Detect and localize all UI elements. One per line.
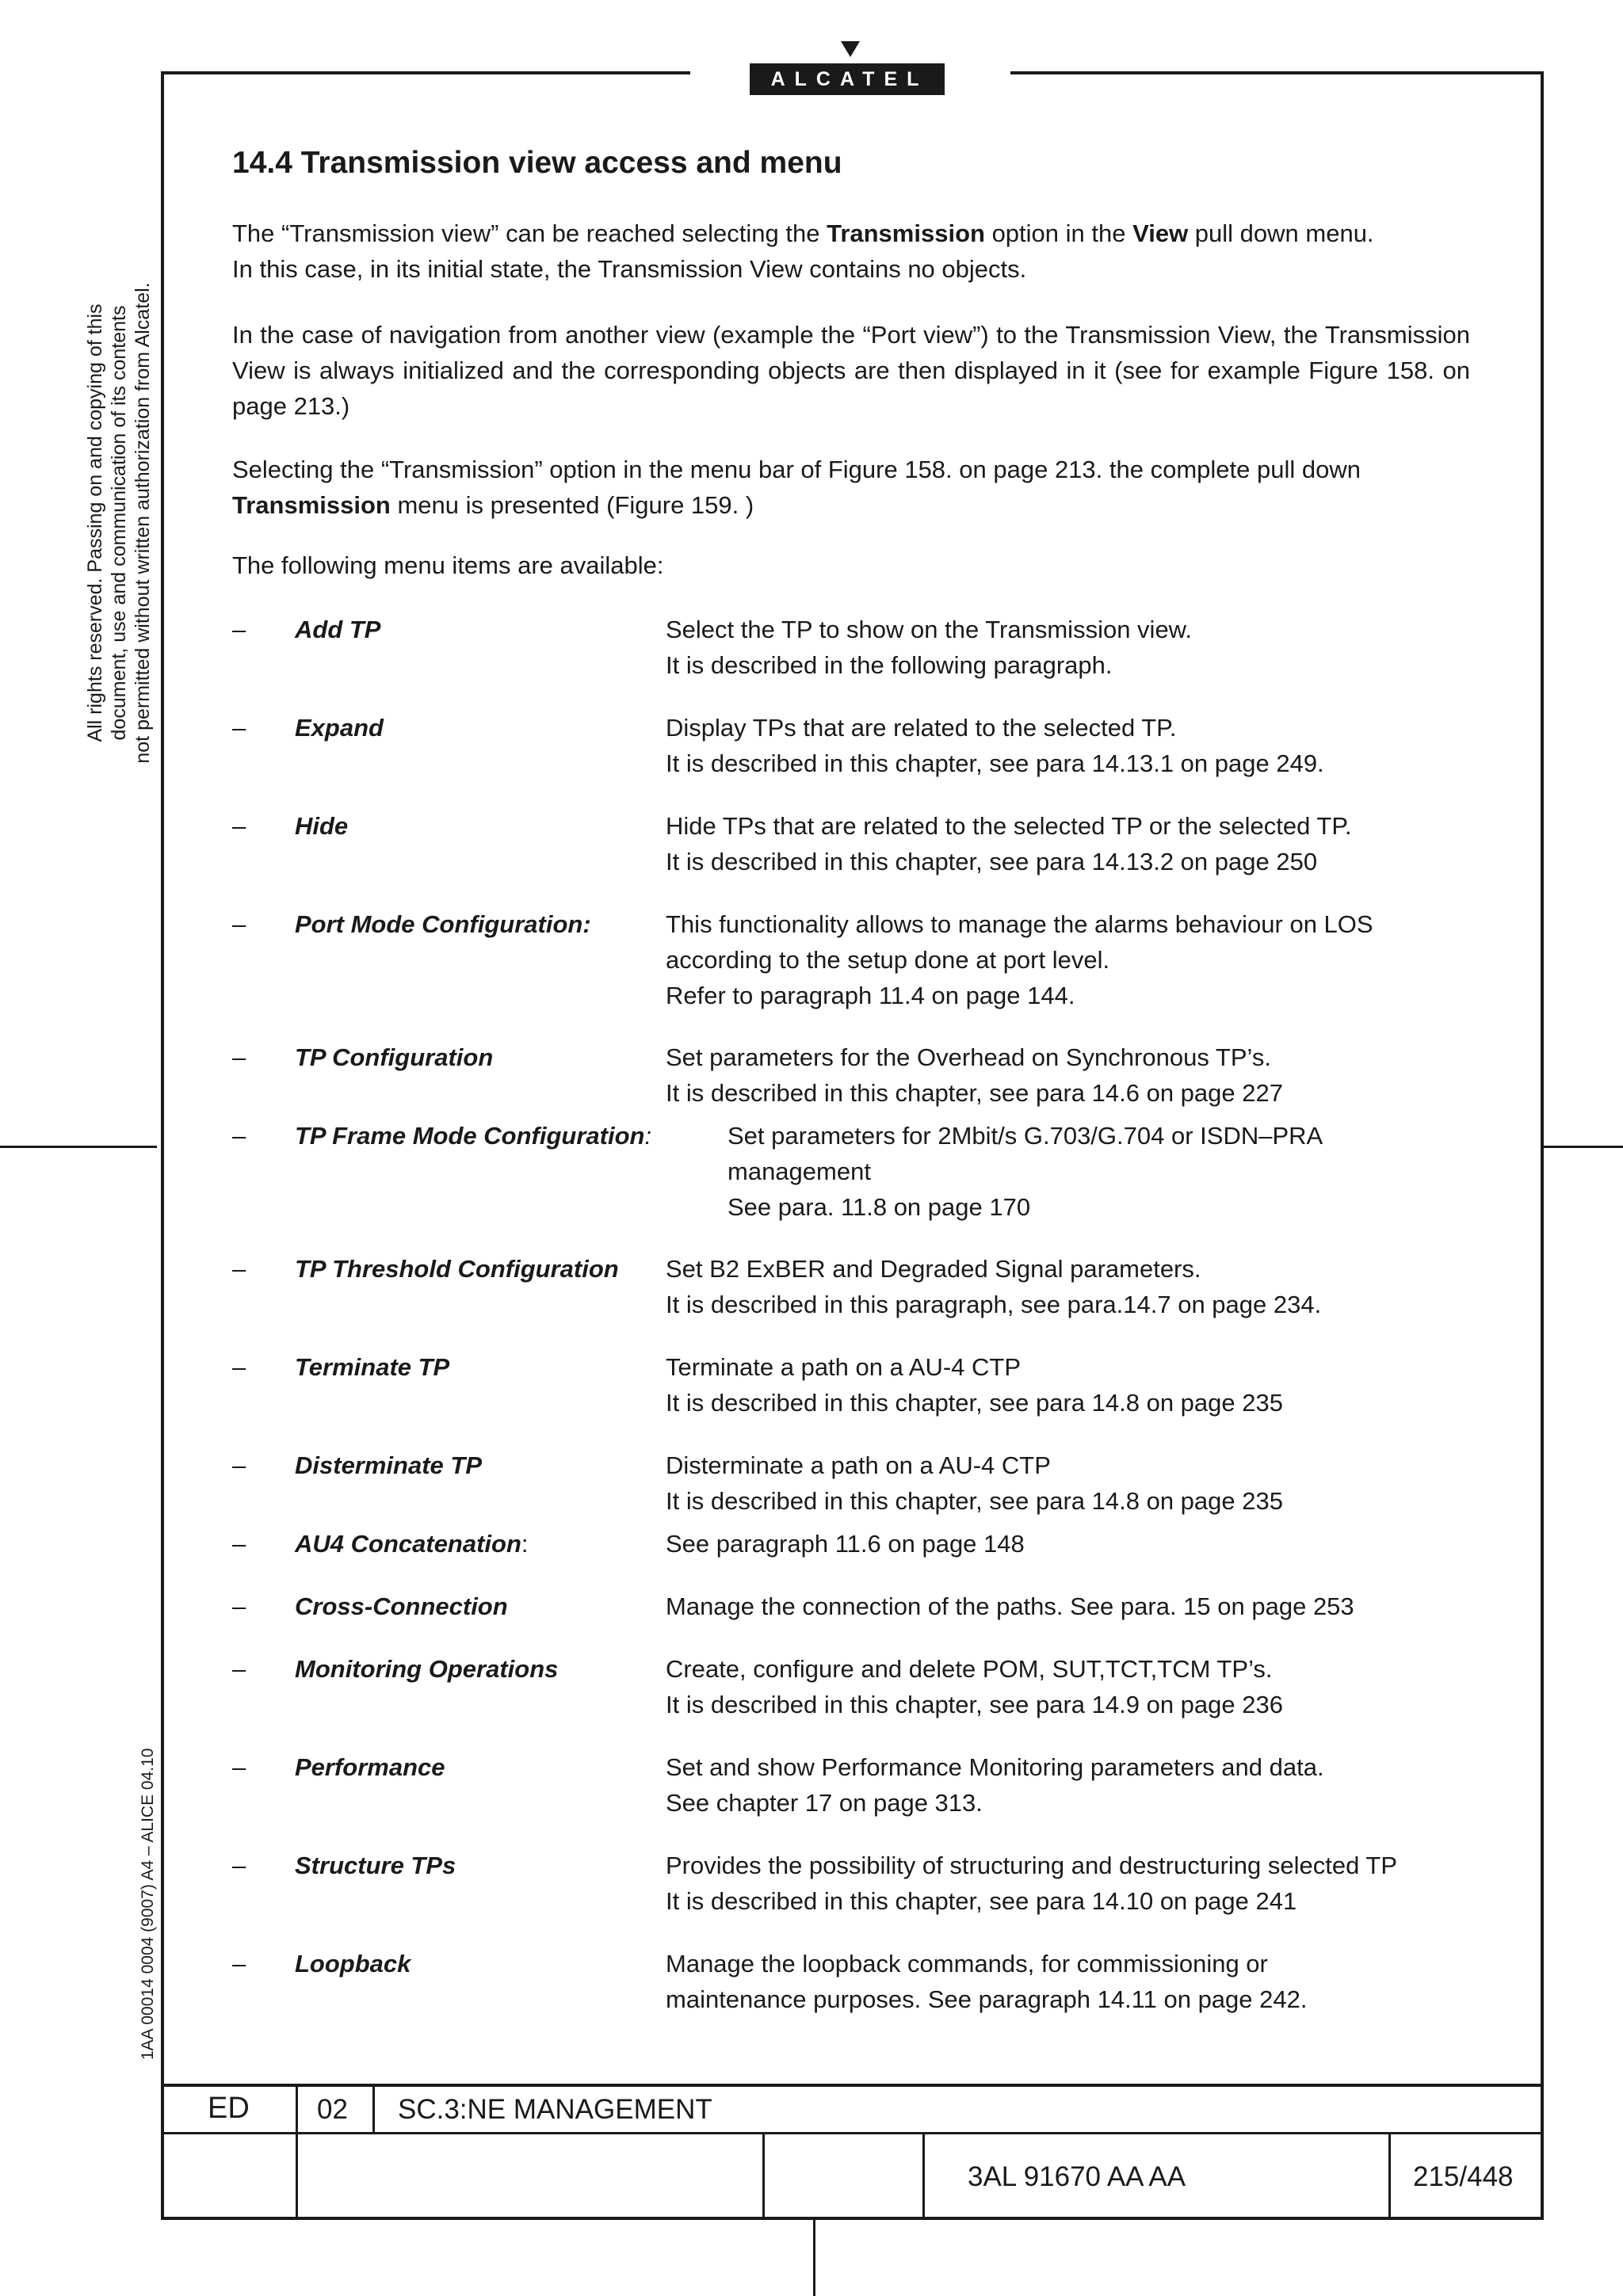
menu-item-label: TP Frame Mode Configuration: — [295, 1122, 652, 1150]
list-dash: – — [232, 1122, 246, 1150]
frame-top-left-line — [161, 71, 690, 74]
menu-item-description: Terminate a path on a AU-4 CTP It is described in this chapter, see para 14.8 on page 235 — [666, 1353, 1283, 1417]
section-title: 14.4 Transmission view access and menu — [232, 146, 842, 180]
menu-item-label: Structure TPs — [295, 1852, 456, 1879]
footer-edition: 02 — [317, 2094, 348, 2125]
menu-item-description: Set B2 ExBER and Degraded Signal parameters. It is described in this paragraph, see para.14.7 on page 234. — [666, 1255, 1322, 1318]
footer-top-line — [161, 2084, 1544, 2087]
paragraph-line: Transmission menu is presented (Figure 159. ) — [232, 491, 754, 519]
footer-doc-number: 3AL 91670 AA AA — [968, 2161, 1186, 2192]
menu-item-description: This functionality allows to manage the alarms behaviour on LOS according to the setup done at port level. Refer to paragraph 11.4 on page 144. — [666, 910, 1373, 1009]
paragraph-available: The following menu items are available: — [232, 551, 664, 579]
fold-mark-left — [0, 1146, 157, 1148]
menu-item-label: Hide — [295, 812, 349, 840]
menu-item-label: Add TP — [295, 616, 381, 643]
menu-item-description: Disterminate a path on a AU-4 CTP It is described in this chapter, see para 14.8 on page 235 — [666, 1451, 1283, 1515]
menu-item-label: AU4 Concatenation: — [295, 1530, 529, 1558]
list-dash: – — [232, 910, 246, 938]
form-code: 1AA 00014 0004 (9007) A4 – ALICE 04.10 — [139, 1748, 157, 2060]
menu-item-label: Disterminate TP — [295, 1451, 483, 1479]
list-dash: – — [232, 1655, 246, 1683]
menu-item-description: Select the TP to show on the Transmission view. It is described in the following paragraph. — [666, 616, 1192, 679]
copyright-notice — [83, 246, 155, 800]
menu-item-label: Loopback — [295, 1950, 411, 1978]
fold-mark-bottom — [813, 2218, 815, 2296]
footer-ed-label: ED — [208, 2092, 250, 2125]
list-dash: – — [232, 1950, 246, 1978]
list-dash: – — [232, 1592, 246, 1620]
list-dash: – — [232, 1255, 246, 1283]
frame-left-line — [161, 71, 164, 2220]
menu-item-description: Manage the connection of the paths. See para. 15 on page 253 — [666, 1592, 1354, 1620]
frame-top-right-line — [1010, 71, 1544, 74]
menu-item-label: Performance — [295, 1753, 445, 1781]
footer-page-number: 215/448 — [1413, 2161, 1514, 2192]
menu-item-description: Provides the possibility of structuring and destructuring selected TP It is described in this chapter, see para 14.10 on page 241 — [666, 1852, 1398, 1915]
menu-item-description: Hide TPs that are related to the selected TP or the selected TP. It is described in this chapter, see para 14.13.2 on page 250 — [666, 812, 1352, 875]
fold-mark-right — [1544, 1146, 1623, 1148]
menu-item-description: Set parameters for 2Mbit/s G.703/G.704 or ISDN–PRA management See para. 11.8 on page 170 — [727, 1122, 1323, 1221]
logo-triangle-icon — [841, 41, 860, 57]
list-dash: – — [232, 1530, 246, 1558]
menu-item-label: Port Mode Configuration: — [295, 910, 591, 938]
footer-middle-line — [161, 2132, 1544, 2134]
alcatel-logo: ALCATEL — [750, 63, 945, 95]
list-dash: – — [232, 616, 246, 643]
list-dash: – — [232, 714, 246, 742]
paragraph-selecting — [232, 452, 1470, 523]
footer-divider — [922, 2133, 925, 2218]
copyright-line: document, use and communication of its contents — [108, 305, 130, 741]
footer-title: SC.3:NE MANAGEMENT — [398, 2094, 712, 2125]
menu-item-label: Terminate TP — [295, 1353, 450, 1381]
list-dash: – — [232, 1043, 246, 1071]
menu-item-label: TP Configuration — [295, 1043, 494, 1071]
footer-divider — [296, 2084, 298, 2218]
list-dash: – — [232, 1353, 246, 1381]
menu-item-label: Expand — [295, 714, 384, 742]
menu-item-label: TP Threshold Configuration — [295, 1255, 619, 1283]
list-dash: – — [232, 1753, 246, 1781]
paragraph-line: Selecting the “Transmission” option in the menu bar of Figure 158. on page 213. the complete pull down — [232, 456, 1361, 483]
footer-divider — [1388, 2133, 1391, 2218]
list-dash: – — [232, 1852, 246, 1879]
list-dash: – — [232, 812, 246, 840]
menu-item-description: Set parameters for the Overhead on Synchronous TP’s. It is described in this chapter, see para 14.6 on page 227 — [666, 1043, 1283, 1107]
footer-divider — [372, 2084, 375, 2134]
menu-item-description: Display TPs that are related to the selected TP. It is described in this chapter, see para 14.13.1 on page 249. — [666, 714, 1324, 777]
paragraph-line: The “Transmission view” can be reached selecting the Transmission option in the View pull down menu. — [232, 219, 1374, 247]
paragraph-navigation: In the case of navigation from another view (example the “Port view”) to the Transmission View, the Transmission View is always initialized and the corresponding objects are then displayed in it (see for example Figure 158. on page 213.) — [232, 321, 1470, 420]
menu-item-label: Monitoring Operations — [295, 1655, 559, 1683]
copyright-line: All rights reserved. Passing on and copying of this — [84, 303, 106, 742]
menu-item-description: Set and show Performance Monitoring parameters and data. See chapter 17 on page 313. — [666, 1753, 1324, 1817]
menu-item-description: Create, configure and delete POM, SUT,TCT,TCM TP’s. It is described in this chapter, see para 14.9 on page 236 — [666, 1655, 1283, 1718]
menu-item-label: Cross-Connection — [295, 1592, 508, 1620]
frame-bottom-line — [161, 2217, 1544, 2220]
menu-item-description: Manage the loopback commands, for commissioning or maintenance purposes. See paragraph 14.11 on page 242. — [666, 1950, 1308, 2013]
footer-divider — [762, 2133, 765, 2218]
paragraph-line: In this case, in its initial state, the Transmission View contains no objects. — [232, 255, 1027, 283]
copyright-line: not permitted without written authorization from Alcatel. — [132, 282, 154, 764]
list-dash: – — [232, 1451, 246, 1479]
paragraph-intro — [232, 215, 1470, 287]
menu-item-description: See paragraph 11.6 on page 148 — [666, 1530, 1025, 1558]
